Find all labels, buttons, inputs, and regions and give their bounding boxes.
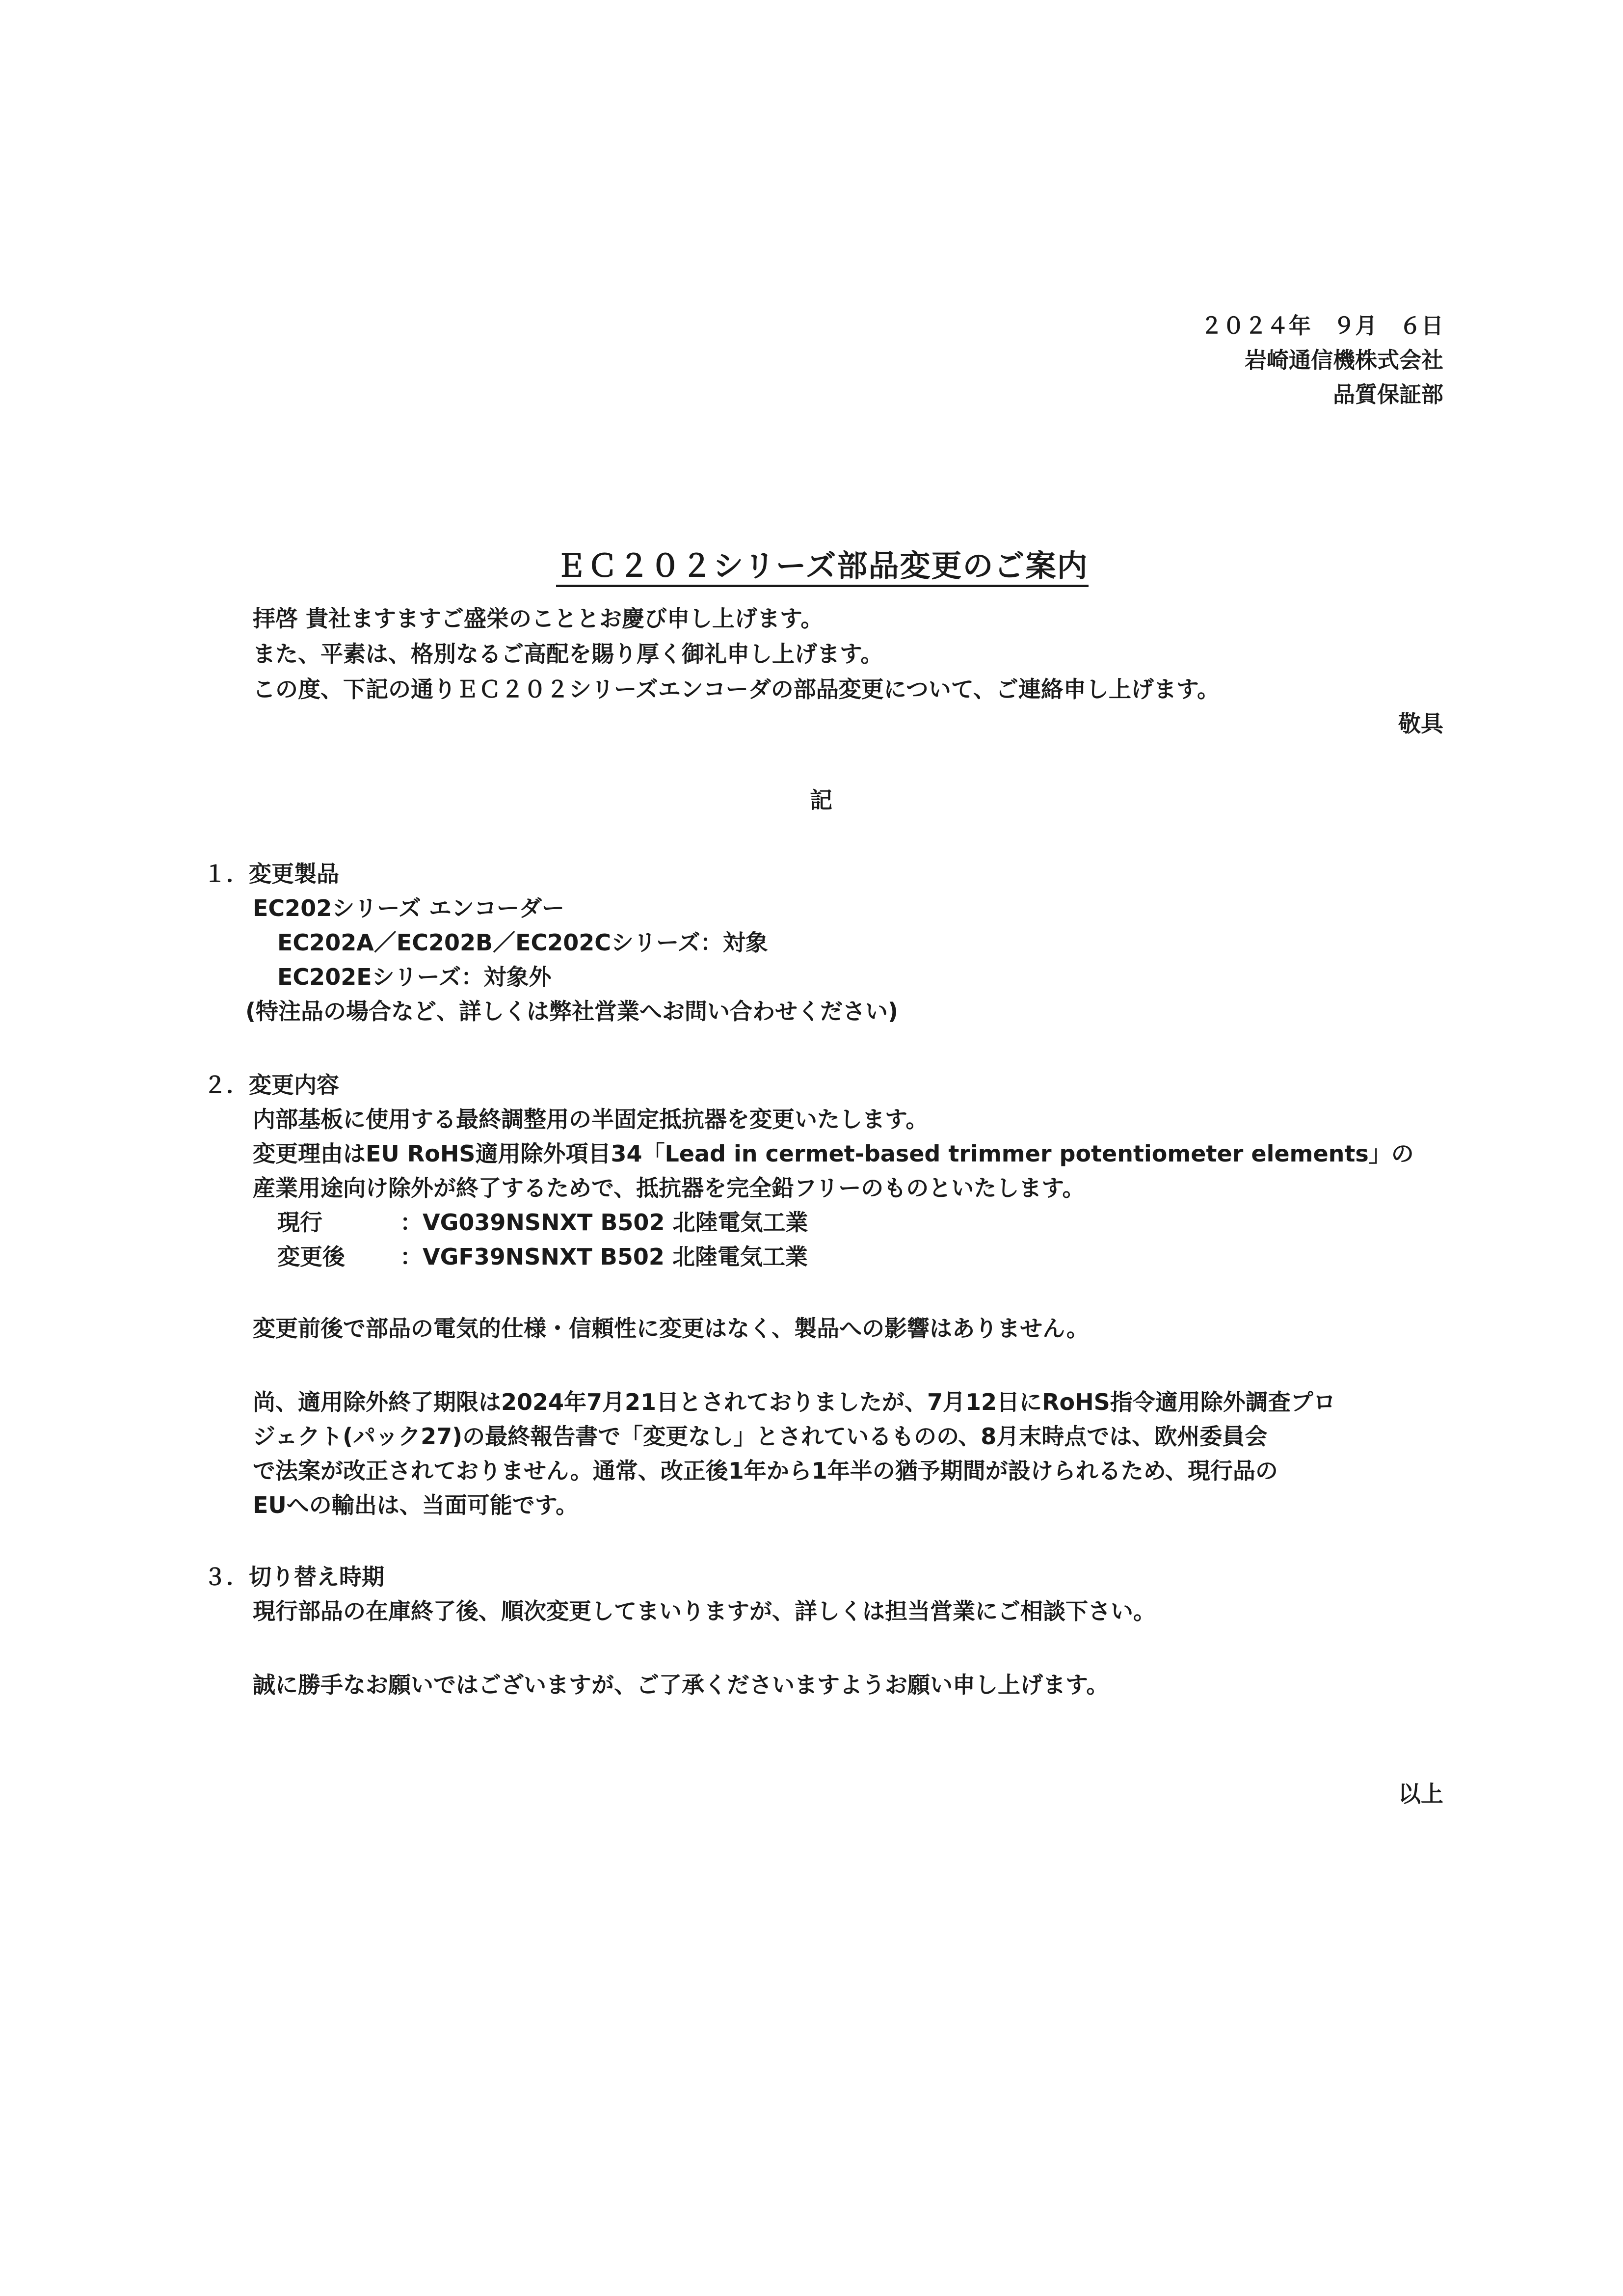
exemption-note-line-3: で法案が改正されておりません。通常、改正後1年から1年半の猶予期間が設けられるため、現行品の	[253, 1458, 1278, 1484]
company-name: 岩崎通信機株式会社	[1244, 347, 1443, 373]
section-2-line-3: 産業用途向け除外が終了するためで、抵抗器を完全鉛フリーのものといたします。	[253, 1175, 1085, 1201]
document-title-wrapper	[0, 506, 1623, 585]
section-2-line-1: 内部基板に使用する最終調整用の半固定抵抗器を変更いたします。	[253, 1106, 929, 1133]
current-part-label: 現行	[277, 1209, 322, 1236]
document-date: ２０２４年 ９月 ６日	[1200, 313, 1443, 339]
section-1-line-2: EC202A／EC202B／EC202Cシリーズ：対象	[277, 929, 768, 956]
request-line: 誠に勝手なお願いではございますが、ご了承くださいますようお願い申し上げます。	[253, 1672, 1109, 1698]
exemption-note-line-4: EUへの輸出は、当面可能です。	[253, 1492, 579, 1518]
impact-note: 変更前後で部品の電気的仕様・信頼性に変更はなく、製品への影響はありません。	[253, 1315, 1089, 1342]
closing-keigu: 敬具	[1398, 710, 1443, 737]
section-1-line-1: EC202シリーズ エンコーダー	[253, 895, 564, 921]
section-1-line-3: EC202Eシリーズ：対象外	[277, 964, 552, 990]
section-2-heading: ２．変更内容	[204, 1072, 339, 1098]
department-name: 品質保証部	[1332, 381, 1443, 407]
end-marker: 以上	[1398, 1781, 1443, 1807]
document-title: ＥＣ２０２シリーズ部品変更のご案内	[556, 548, 1089, 587]
section-3-line-1: 現行部品の在庫終了後、順次変更してまいりますが、詳しくは担当営業にご相談下さい。	[253, 1598, 1156, 1624]
greeting-line-3: この度、下記の通りＥＣ２０２シリーズエンコーダの部品変更について、ご連絡申し上げます。	[253, 676, 1220, 702]
greeting-line-2: また、平素は、格別なるご高配を賜り厚く御礼申し上げます。	[253, 641, 883, 667]
current-part-value: ：VG039NSNXT B502 北陸電気工業	[400, 1209, 808, 1236]
section-1-line-4: (特注品の場合など、詳しくは弊社営業へお問い合わせください)	[245, 998, 899, 1025]
section-1-heading: １．変更製品	[204, 861, 339, 887]
ki-marker: 記	[810, 787, 832, 813]
exemption-note-line-2: ジェクト(パック27)の最終報告書で「変更なし」とされているものの、8月末時点では、欧州委員会	[253, 1423, 1268, 1450]
exemption-note-line-1: 尚、適用除外終了期限は2024年7月21日とされておりましたが、7月12日にRoHS指令適用除外調査プロ	[253, 1389, 1336, 1415]
greeting-line-1: 拝啓 貴社ますますご盛栄のこととお慶び申し上げます。	[253, 605, 824, 632]
new-part-value: ：VGF39NSNXT B502 北陸電気工業	[400, 1243, 808, 1270]
new-part-label: 変更後	[277, 1243, 345, 1270]
section-3-heading: ３．切り替え時期	[204, 1564, 384, 1590]
section-2-line-2: 変更理由はEU RoHS適用除外項目34「Lead in cermet-based trimmer potentiometer elements」の	[253, 1140, 1414, 1167]
